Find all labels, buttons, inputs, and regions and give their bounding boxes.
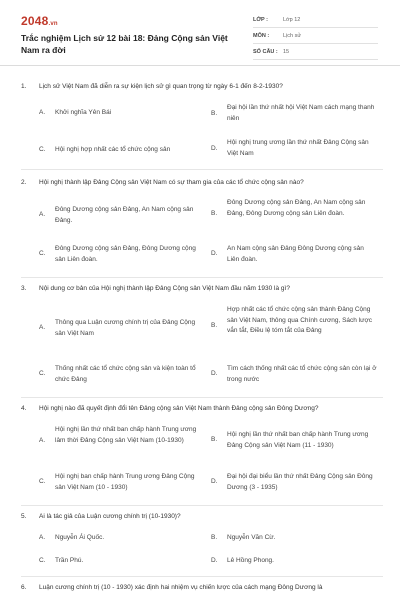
logo-main: 2048 xyxy=(21,14,49,28)
divider xyxy=(21,169,383,170)
question-1-option-d[interactable] xyxy=(211,138,383,160)
option-letter: A. xyxy=(39,109,46,116)
question-4-option-d[interactable] xyxy=(211,472,383,494)
question-number: 3. xyxy=(21,285,27,292)
option-text: An Nam cộng sản Đảng Đông Dương cộng sản Liên đoàn. xyxy=(227,245,364,263)
option-letter: D. xyxy=(211,145,218,152)
question-1-option-b[interactable] xyxy=(211,103,383,125)
option-letter: B. xyxy=(211,534,218,541)
option-text: Thống nhất các tổ chức cộng sản và kiện toàn tổ chức Đảng xyxy=(55,365,196,383)
option-text: Nguyễn Ái Quốc. xyxy=(55,534,105,541)
divider xyxy=(21,576,383,577)
question-3-option-a[interactable] xyxy=(39,318,209,340)
question-1-option-c[interactable] xyxy=(39,145,209,157)
meta-row-subject xyxy=(253,29,378,44)
question-number: 6. xyxy=(21,584,27,591)
option-letter: D. xyxy=(211,370,218,377)
option-text: Thông qua Luận cương chính trị của Đảng Cộng sản Việt Nam xyxy=(55,319,196,337)
question-number: 1. xyxy=(21,83,27,90)
meta-row-count xyxy=(253,45,378,60)
question-5-option-a[interactable] xyxy=(39,533,209,545)
question-number: 5. xyxy=(21,513,27,520)
option-letter: B. xyxy=(211,436,218,443)
divider xyxy=(21,505,383,506)
option-letter: C. xyxy=(39,370,46,377)
option-text: Tìm cách thống nhất các tổ chức cộng sản còn lại ở trong nước xyxy=(227,365,377,383)
question-4-text xyxy=(21,404,381,414)
page-title: Trắc nghiệm Lịch sử 12 bài 18: Đảng Cộng sản Việt Nam ra đời xyxy=(21,33,228,55)
option-text: Hội nghị lần thứ nhất ban chấp hành Trung ương Đảng Cộng sản Việt Nam (11 - 1930) xyxy=(227,431,369,449)
question-number: 4. xyxy=(21,405,27,412)
question-3-option-b[interactable] xyxy=(211,305,383,349)
question-5-option-c[interactable] xyxy=(39,556,209,568)
question-4-option-b[interactable] xyxy=(211,430,383,452)
question-2-text xyxy=(21,178,381,188)
option-text: Hợp nhất các tổ chức cộng sản thành Đảng Cộng sản Việt Nam, thông qua Chính cương, Sách lược vắn tắt, Điều lệ tóm tắt của Đảng xyxy=(227,306,373,334)
meta-table xyxy=(253,13,378,61)
question-4-option-c[interactable] xyxy=(39,472,209,494)
document-header xyxy=(0,0,400,66)
question-5-option-b[interactable] xyxy=(211,533,383,545)
option-letter: D. xyxy=(211,557,218,564)
option-text: Đông Dương cộng sản Đảng, An Nam cộng sản Đảng, Đông Dương cộng sản Liên đoàn. xyxy=(227,199,366,217)
option-text: Đông Dương cộng sản Đảng, An Nam cộng sản Đảng. xyxy=(55,206,194,224)
question-text: Nội dung cơ bản của Hội nghị thành lập Đảng Cộng sản Việt Nam đầu năm 1930 là gì? xyxy=(39,285,290,292)
question-1-option-a[interactable] xyxy=(39,108,209,120)
question-text: Hội nghị thành lập Đảng Cộng sản Việt Nam có sự tham gia của các tổ chức cộng sản nào? xyxy=(39,179,304,186)
option-letter: D. xyxy=(211,478,218,485)
option-letter: A. xyxy=(39,437,46,444)
option-letter: C. xyxy=(39,146,46,153)
option-text: Hội nghị lần thứ nhất ban chấp hành Trung ương lâm thời Đảng Cộng sản Việt Nam (10-1930) xyxy=(55,426,197,444)
subject-label: MÔN : xyxy=(253,33,270,39)
option-letter: A. xyxy=(39,534,46,541)
question-2-option-c[interactable] xyxy=(39,244,209,266)
option-text: Đại hội đại biểu lần thứ nhất Đảng Cộng sản Đông Dương (3 - 1935) xyxy=(227,473,373,491)
site-logo[interactable] xyxy=(21,14,58,28)
option-letter: A. xyxy=(39,324,46,331)
option-text: Khởi nghĩa Yên Bái xyxy=(55,109,112,116)
question-text: Luận cương chính trị (10 - 1930) xác định hai nhiệm vụ chiến lược của cách mạng Đông Dương là xyxy=(39,584,323,591)
question-2-option-a[interactable] xyxy=(39,205,209,227)
class-value: Lớp 12 xyxy=(283,17,301,23)
question-number: 2. xyxy=(21,179,27,186)
option-letter: A. xyxy=(39,211,46,218)
question-2-option-b[interactable] xyxy=(211,198,383,231)
question-4-option-a[interactable] xyxy=(39,425,209,458)
divider xyxy=(21,397,383,398)
question-text: Ai là tác giả của Luận cương chính trị (10-1930)? xyxy=(39,513,181,520)
option-text: Đại hội lần thứ nhất hội Việt Nam cách mạng thanh niên xyxy=(227,104,375,122)
option-letter: C. xyxy=(39,557,46,564)
option-letter: B. xyxy=(211,210,218,217)
count-value: 15 xyxy=(283,49,290,55)
question-5-option-d[interactable] xyxy=(211,556,383,568)
question-2-option-d[interactable] xyxy=(211,244,383,266)
meta-row-class xyxy=(253,13,378,28)
option-letter: C. xyxy=(39,250,46,257)
option-letter: C. xyxy=(39,478,46,485)
option-text: Đông Dương cộng sản Đảng, Đông Dương cộng sản Liên đoàn. xyxy=(55,245,196,263)
option-text: Trần Phú. xyxy=(55,557,84,564)
question-5-text xyxy=(21,512,381,522)
question-3-option-c[interactable] xyxy=(39,364,209,386)
question-text: Hội nghị nào đã quyết định đổi tên Đảng cộng sản Việt Nam thành Đảng cộng sản Đông Dương? xyxy=(39,405,319,412)
subject-value: Lịch sử xyxy=(283,33,302,39)
option-text: Hội nghị hợp nhất các tổ chức cộng sản xyxy=(55,146,171,153)
question-3-option-d[interactable] xyxy=(211,364,383,386)
option-text: Lê Hồng Phong. xyxy=(227,557,274,564)
option-letter: B. xyxy=(211,322,218,329)
option-text: Nguyễn Văn Cừ. xyxy=(227,534,276,541)
logo-tld: .vn xyxy=(48,21,58,27)
divider xyxy=(21,277,383,278)
question-3-text xyxy=(21,284,381,294)
option-letter: B. xyxy=(211,110,218,117)
option-letter: D. xyxy=(211,250,218,257)
question-6-text xyxy=(21,583,381,593)
question-text: Lịch sử Việt Nam đã diễn ra sự kiện lịch sử gì quan trọng từ ngày 6-1 đến 8-2-1930? xyxy=(39,83,283,90)
count-label: SỐ CÂU : xyxy=(253,49,278,55)
class-label: LỚP : xyxy=(253,17,268,23)
option-text: Hội nghị trung ương lần thứ nhất Đảng Cộng sản Việt Nam xyxy=(227,139,369,157)
question-1-text xyxy=(21,82,381,92)
option-text: Hội nghị ban chấp hành Trung ương Đảng Cộng sản Việt Nam (10 - 1930) xyxy=(55,473,195,491)
